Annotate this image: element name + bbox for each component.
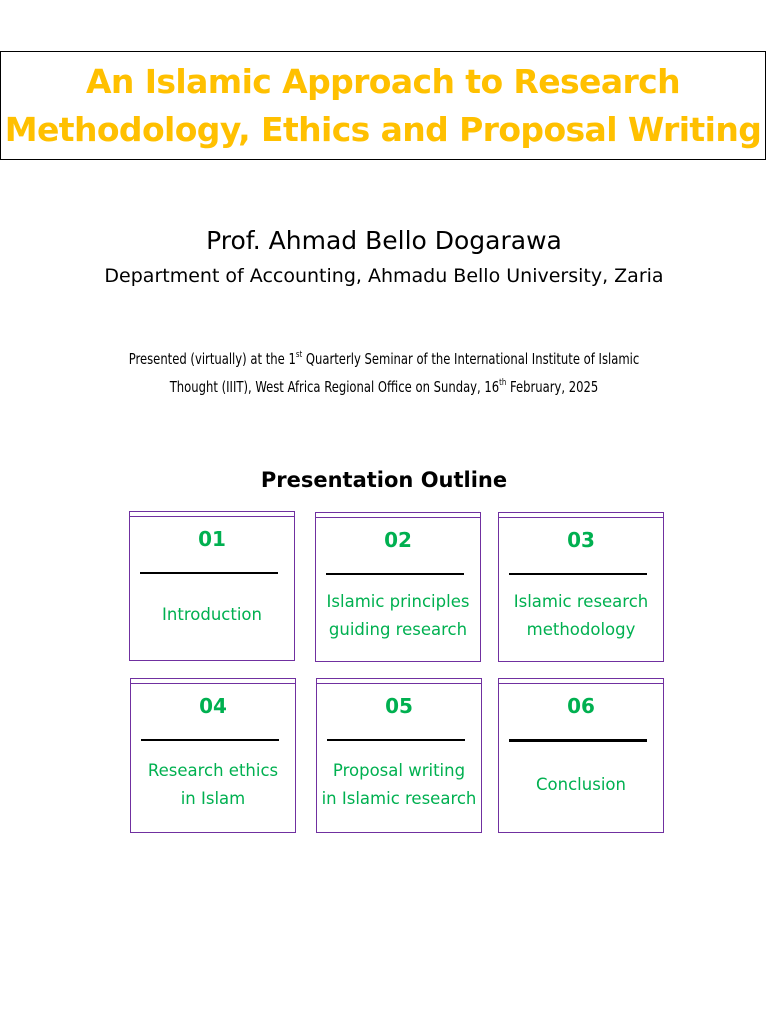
- outline-card-label: [131, 749, 295, 832]
- outline-card-number: 03: [567, 528, 595, 552]
- outline-card-label: [499, 749, 663, 832]
- outline-card-number: 06: [567, 694, 595, 718]
- outline-card-label-line-1: Islamic research: [513, 592, 649, 611]
- outline-heading: Presentation Outline: [260, 468, 508, 492]
- outline-card-number: 02: [384, 528, 412, 552]
- outline-card-label-line-2: in Islamic research: [321, 788, 477, 808]
- outline-card-divider: [509, 573, 647, 575]
- title-line-1: An Islamic Approach to Research: [85, 61, 681, 101]
- outline-card-divider: [327, 739, 465, 741]
- outline-card-label-line-1: Introduction: [162, 605, 262, 624]
- outline-card-06: [498, 678, 664, 833]
- outline-card-divider: [509, 739, 647, 742]
- presented-part1: Presented (virtually) at the 1: [128, 350, 296, 368]
- presented-part3: Thought (IIIT), West Africa Regional Office on Sunday, 16: [169, 378, 500, 396]
- outline-card-divider: [326, 573, 464, 575]
- outline-card-label: [317, 749, 481, 832]
- outline-card-label: [130, 582, 294, 660]
- outline-card-label-line-2: guiding research: [328, 620, 468, 639]
- outline-card-01: [129, 511, 295, 661]
- outline-card-04: [130, 678, 296, 833]
- outline-card-number: 05: [385, 694, 413, 718]
- outline-card-number: 01: [198, 527, 226, 551]
- author-department: Department of Accounting, Ahmadu Bello University, Zaria: [104, 265, 664, 287]
- presentation-note: [54, 345, 714, 401]
- outline-card-label: [499, 583, 663, 661]
- presented-part2: Quarterly Seminar of the International Institute of Islamic: [302, 350, 640, 368]
- outline-card-divider: [140, 572, 278, 574]
- outline-card-03: [498, 512, 664, 662]
- outline-card-label-line-1: Conclusion: [536, 774, 626, 794]
- presentation-note-line-1: [54, 345, 714, 373]
- outline-card-label-line-2: methodology: [526, 620, 636, 639]
- outline-card-label-line-1: Proposal writing: [332, 760, 466, 780]
- author-name: Prof. Ahmad Bello Dogarawa: [206, 226, 562, 255]
- title-line-2: Methodology, Ethics and Proposal Writing: [4, 109, 762, 149]
- presented-part3-sup: th: [499, 378, 507, 388]
- outline-card-05: [316, 678, 482, 833]
- presentation-note-line-2: [54, 373, 714, 401]
- outline-card-label-line-2: in Islam: [180, 788, 246, 808]
- title-box: [0, 51, 766, 160]
- outline-card-label: [316, 583, 480, 661]
- outline-card-label-line-1: Islamic principles: [326, 592, 470, 611]
- outline-card-02: [315, 512, 481, 662]
- outline-card-label-line-1: Research ethics: [147, 760, 279, 780]
- presented-part4: February, 2025: [506, 378, 599, 396]
- presented-part1-sup: st: [295, 350, 303, 360]
- outline-card-number: 04: [199, 694, 227, 718]
- outline-card-divider: [141, 739, 279, 741]
